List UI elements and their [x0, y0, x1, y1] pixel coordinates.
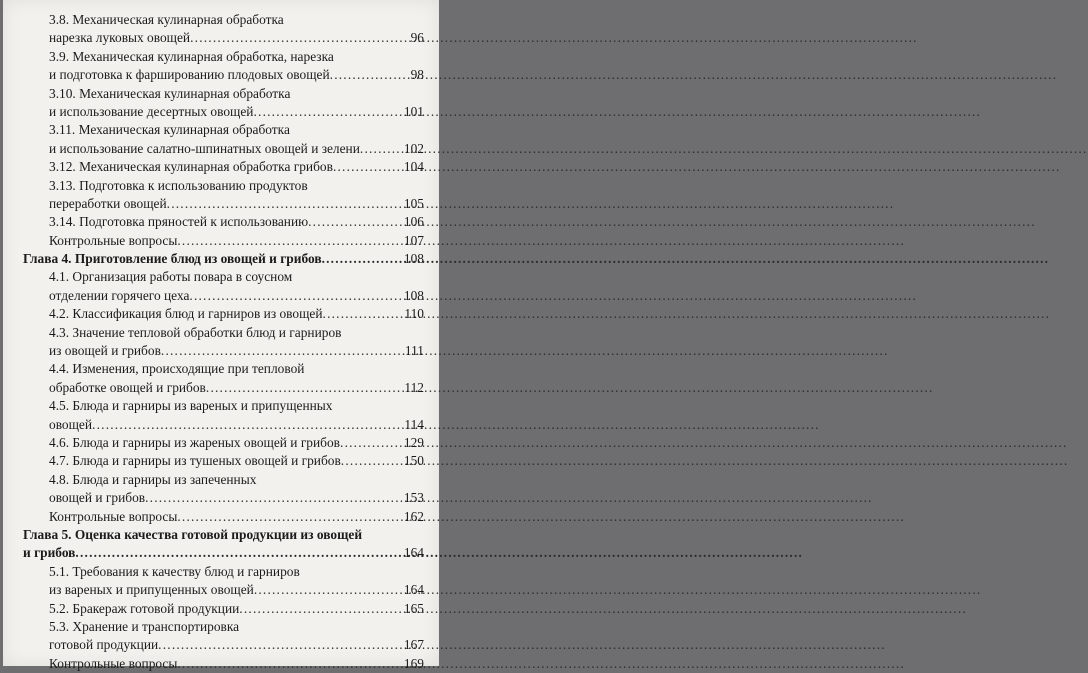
toc-page-number: 96 — [410, 30, 424, 46]
dot-leader — [75, 544, 402, 562]
toc-entry — [23, 434, 424, 452]
toc-entry — [23, 508, 424, 526]
toc-entry — [23, 11, 424, 48]
toc-entry-title-line: 3.9. Механическая кулинарная обработка, нарезка — [49, 48, 334, 64]
dot-leader — [92, 416, 403, 434]
toc-page-number: 102 — [403, 140, 424, 156]
toc-entry — [23, 305, 424, 323]
toc-entry-last-line — [23, 250, 424, 268]
dot-leader — [330, 66, 410, 84]
toc-entry-last-line — [49, 213, 424, 231]
toc-entry-last-line — [49, 452, 424, 470]
toc-entry-last-line — [49, 287, 424, 305]
toc-entry-title-line: 5.1. Требования к качеству блюд и гарниров — [49, 563, 300, 579]
toc-entry-last-line — [49, 140, 424, 158]
toc-page-number: 162 — [403, 508, 424, 524]
toc-entry-last-line — [49, 158, 424, 176]
toc-page-number: 153 — [403, 490, 424, 506]
toc-entry-last-line — [49, 103, 424, 121]
dot-leader — [177, 508, 403, 526]
toc-chapter-entry — [23, 526, 424, 563]
toc-entry — [23, 48, 424, 85]
toc-entry-title-line: 3.10. Механическая кулинарная обработка — [49, 85, 291, 101]
dot-leader — [167, 195, 403, 213]
toc-entry — [23, 563, 424, 600]
toc-entry — [23, 268, 424, 305]
toc-page-number: 106 — [403, 214, 424, 230]
toc-page-number: 101 — [403, 103, 424, 119]
toc-entry-last-line — [49, 305, 424, 323]
dot-leader — [177, 232, 403, 250]
toc-page-number: 104 — [403, 159, 424, 175]
toc-entry-title-line: переработки овощей — [49, 195, 167, 211]
toc-entry-last-line — [49, 232, 424, 250]
toc-entry — [23, 232, 424, 250]
toc-entry — [23, 360, 424, 397]
dot-leader — [206, 379, 404, 397]
toc-entry-last-line — [49, 29, 424, 47]
toc-page-number: 164 — [403, 582, 424, 598]
book-page — [3, 0, 439, 671]
toc-entry — [23, 177, 424, 214]
toc-entry-last-line — [49, 508, 424, 526]
toc-entry-title-line: и грибов — [23, 545, 76, 561]
toc-entry-title-line: Глава 5. Оценка качества готовой продукции из овощей — [23, 526, 363, 542]
toc-page-number: 165 — [403, 600, 424, 616]
toc-entry — [23, 324, 424, 361]
toc-entry-last-line — [49, 636, 424, 654]
toc-entry-last-line — [49, 416, 424, 434]
toc-entry-title-line: Глава 4. Приготовление блюд из овощей и грибов — [23, 251, 322, 267]
toc-entry — [23, 600, 424, 618]
toc-entry-title-line: готовой продукции — [49, 637, 159, 653]
toc-entry-title-line: 5.3. Хранение и транспортировка — [49, 618, 240, 634]
toc-entry-title-line: нарезка луковых овощей — [49, 30, 191, 46]
toc-entry-last-line — [49, 434, 424, 452]
toc-entry-title-line: Контрольные вопросы — [49, 508, 178, 524]
toc-entry-last-line — [49, 342, 424, 360]
toc-entry-title-line: 4.2. Классификация блюд и гарниров из овощей — [49, 306, 323, 322]
toc-page-number: 111 — [404, 343, 424, 359]
toc-entry-title-line: 5.2. Бракераж готовой продукции — [49, 600, 240, 616]
dot-leader — [323, 305, 404, 323]
toc-entry-last-line — [49, 655, 424, 673]
toc-entry-title-line: овощей — [49, 416, 93, 432]
toc-page-number: 110 — [404, 306, 424, 322]
toc-entry — [23, 397, 424, 434]
toc-entry-last-line — [49, 600, 424, 618]
dot-leader — [253, 103, 402, 121]
toc-page-number: 164 — [403, 545, 424, 561]
toc-page-number: 150 — [403, 453, 424, 469]
toc-page-number: 107 — [403, 232, 424, 248]
toc-page-number: 114 — [404, 416, 424, 432]
toc-entry-title-line: 3.14. Подготовка пряностей к использованию — [49, 214, 309, 230]
toc-entry-last-line — [49, 195, 424, 213]
toc-page-number: 105 — [403, 195, 424, 211]
toc-entry — [23, 213, 424, 231]
toc-entry — [23, 471, 424, 508]
toc-page-number: 98 — [410, 67, 424, 83]
toc-entry-title-line: 4.6. Блюда и гарниры из жареных овощей и грибов — [49, 434, 341, 450]
toc-entry-title-line: 3.8. Механическая кулинарная обработка — [49, 12, 284, 27]
dot-leader — [239, 600, 403, 618]
toc-entry-title-line: 4.8. Блюда и гарниры из запеченных — [49, 471, 257, 487]
dot-leader — [308, 213, 403, 231]
toc-entry-last-line — [23, 544, 424, 562]
toc-entry-title-line: и подготовка к фаршированию плодовых овощей — [49, 67, 330, 83]
toc-entry-last-line — [49, 66, 424, 84]
dot-leader — [340, 434, 403, 452]
toc-entry-title-line: обработке овощей и грибов — [49, 379, 206, 395]
toc-entry-last-line — [49, 379, 424, 397]
toc-entry — [23, 121, 424, 158]
toc-chapter-entry — [23, 250, 424, 268]
dot-leader — [161, 342, 404, 360]
toc-entry — [23, 618, 424, 655]
toc-entry-title-line: 3.11. Механическая кулинарная обработка — [49, 122, 290, 138]
toc-entry-title-line: 4.4. Изменения, происходящие при тепловой — [49, 361, 305, 377]
toc-entry-title-line: 3.13. Подготовка к использованию продуктов — [49, 177, 308, 193]
dot-leader — [341, 452, 403, 470]
toc-entry — [23, 85, 424, 122]
toc-page-number: 108 — [403, 251, 424, 267]
dot-leader — [189, 287, 403, 305]
dot-leader — [254, 581, 403, 599]
toc-entry-title-line: из овощей и грибов — [49, 343, 161, 359]
dot-leader — [190, 29, 410, 47]
toc-entry-title-line: Контрольные вопросы — [49, 655, 178, 671]
toc-entry-title-line: и использование десертных овощей — [49, 103, 254, 119]
toc-entry-title-line: 3.12. Механическая кулинарная обработка грибов — [49, 159, 333, 175]
toc-entry-title-line: и использование салатно-шпинатных овощей и зелени — [49, 140, 360, 156]
toc-entry-last-line — [49, 489, 424, 507]
toc-entry-title-line: 4.5. Блюда и гарниры из вареных и припущенных — [49, 398, 333, 414]
toc-entry — [23, 452, 424, 470]
toc-page-number: 169 — [403, 655, 424, 671]
toc-entry — [23, 158, 424, 176]
toc-page-number: 167 — [403, 637, 424, 653]
toc-entry-title-line: 4.3. Значение тепловой обработки блюд и гарниров — [49, 324, 342, 340]
dot-leader — [360, 140, 403, 158]
dot-leader — [322, 250, 403, 268]
toc-entry — [23, 655, 424, 673]
toc-entry-title-line: Контрольные вопросы — [49, 232, 178, 248]
table-of-contents — [23, 11, 424, 673]
toc-entry-title-line: овощей и грибов — [49, 490, 146, 506]
dot-leader — [177, 655, 403, 673]
toc-page-number: 108 — [403, 287, 424, 303]
dot-leader — [145, 489, 403, 507]
toc-entry-title-line: из вареных и припущенных овощей — [49, 582, 254, 598]
toc-entry-title-line: 4.1. Организация работы повара в соусном — [49, 269, 293, 285]
dot-leader — [158, 636, 403, 654]
dot-leader — [333, 158, 403, 176]
toc-entry-last-line — [49, 581, 424, 599]
toc-page-number: 112 — [404, 379, 424, 395]
toc-entry-title-line: 4.7. Блюда и гарниры из тушеных овощей и грибов — [49, 453, 341, 469]
toc-page-number: 129 — [403, 434, 424, 450]
toc-entry-title-line: отделении горячего цеха — [49, 287, 190, 303]
